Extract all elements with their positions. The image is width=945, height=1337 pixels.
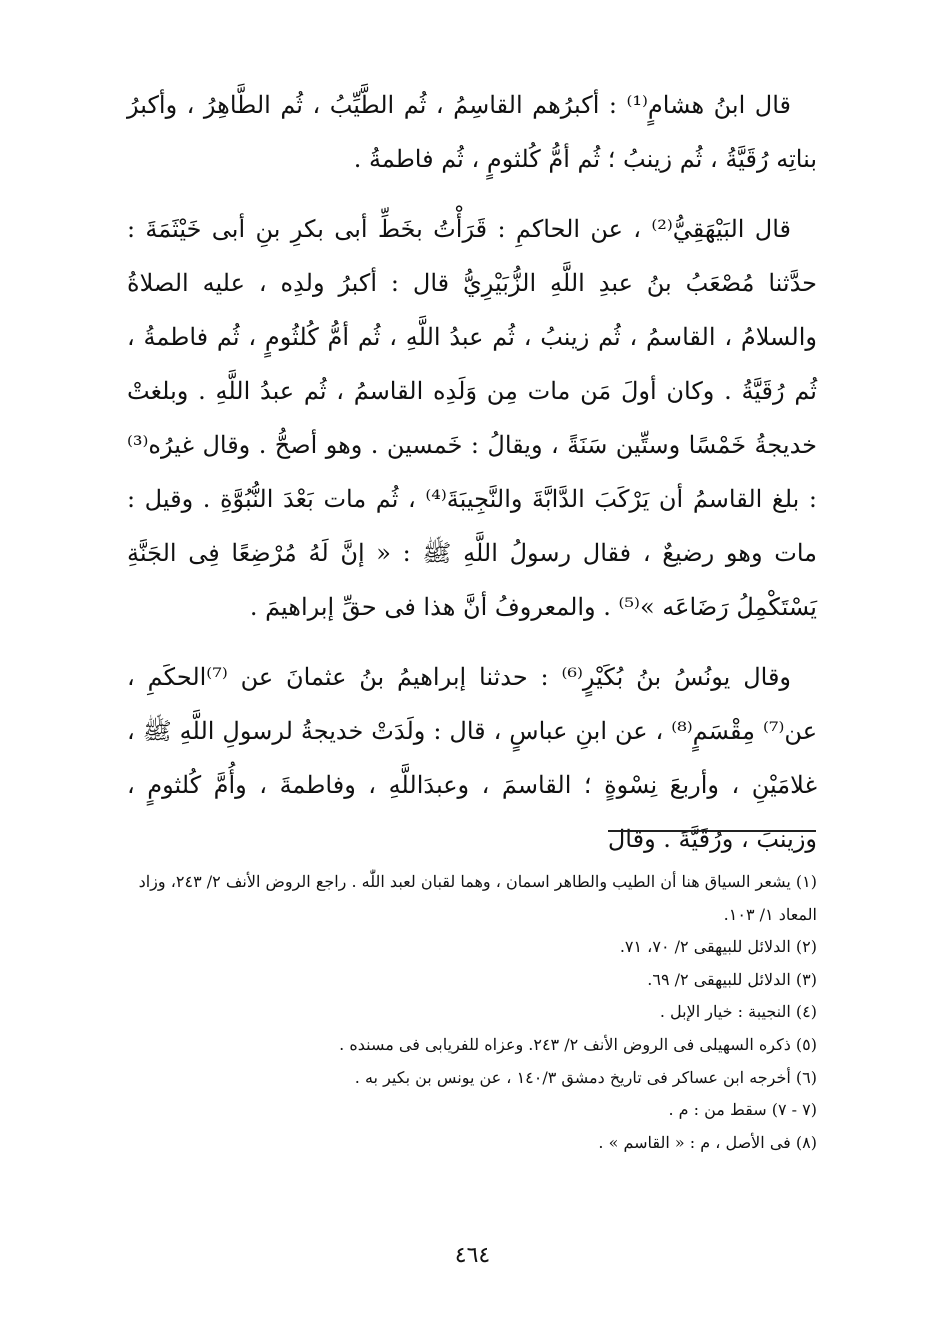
footnotes — [117, 866, 817, 1159]
footnote-separator — [608, 830, 816, 832]
footnote-7: (٧ - ٧) سقط من : م . — [668, 1100, 817, 1120]
footnote-5: (٥) ذكره السهيلى فى الروض الأنف ٢/ ٢٤٣. وعزاه للفريابى فى مسنده . — [339, 1034, 817, 1054]
footnote-1: (١) يشعر السياق هنا أن الطيب والطاهر اسمان ، وهما لقبان لعبد اللّٰه . راجع الروض الأنف ٢/ ٢٤٣، وزاد المعاد ١/ ١٠٣. — [138, 872, 817, 924]
footnote-6: (٦) أخرجه ابن عساكر فى تاريخ دمشق ١٤٠/٣ ، عن يونس بن بكير به . — [354, 1067, 817, 1087]
paragraph-3: وقال يونُسُ بنُ بُكَيْرٍ⁽⁶⁾ : حدثنا إبراهيمُ بنُ عثمانَ عن ⁽⁷⁾الحكَمِ ، عن⁽⁷⁾ مِقْسَمٍ⁽⁸⁾ ، عن ابنِ عباسٍ ، قال : ولَدَتْ خديجةُ لرسولِ اللَّهِ ﷺ ، غلامَيْنِ ، وأربعَ نِسْوةٍ ؛ القاسمَ ، وعبدَاللَّهِ ، وفاطمةَ ، وأُمَّ كُلثومٍ ، وزينبَ ، ورُقَيَّةَ . وقال — [127, 663, 818, 853]
paragraph-1: قال ابنُ هشامٍ⁽¹⁾ : أكبرُهم القاسِمُ ، ثُم الطَّيِّبُ ، ثُم الطَّاهِرُ ، وأكبرُ بناتِه رُقَيَّةُ ، ثُم زينبُ ؛ ثُم أمُّ كُلثومٍ ، ثُم فاطمةُ . — [127, 91, 817, 173]
footnote-8: (٨) فى الأصل ، م : « القاسم » . — [598, 1132, 817, 1152]
page-number: ٤٦٤ — [454, 1243, 491, 1268]
main-text — [127, 78, 817, 882]
footnote-2: (٢) الدلائل للبيهقى ٢/ ٧٠، ٧١. — [619, 937, 817, 957]
footnote-4: (٤) النجيبة : خيار الإبل . — [659, 1002, 817, 1022]
paragraph-2: قال البَيْهَقِيُّ⁽²⁾ ، عن الحاكمِ : قَرَأْتُ بخَطِّ أبى بكرِ بنِ أبى خَيْثَمَةَ : حدَّثنا مُصْعَبُ بنُ عبدِ اللَّهِ الزُّبَيْرِيُّ قال : أكبرُ ولدِه ، عليه الصلاةُ والسلامُ ، القاسمُ ، ثُم زينبُ ، ثُم عبدُ اللَّهِ ، ثُم أمُّ كُلثُومٍ ، ثُم فاطمةُ ، ثُم رُقَيَّةُ . وكان أولَ مَن مات مِن وَلَدِه القاسمُ ، ثُم عبدُ اللَّهِ . وبلغتْ خديجةُ خَمْسًا وستِّين سَنَةً ، ويقالُ : خَمسين . وهو أصحُّ . وقال غيرُه⁽³⁾ : بلغ القاسمُ أن يَرْكَبَ الدَّابَّةَ والنَّجِيبَةَ⁽⁴⁾ ، ثُم مات بَعْدَ النُّبُوَّةِ . وقيل : مات وهو رضيعٌ ، فقال رسولُ اللَّهِ ﷺ : « إنَّ لَهُ مُرْضِعًا فِى الجَنَّةِ يَسْتَكْمِلُ رَضَاعَه »⁽⁵⁾ . والمعروفُ أنَّ هذا فى حقِّ إبراهيمَ . — [127, 215, 818, 621]
footnote-3: (٣) الدلائل للبيهقى ٢/ ٦٩. — [647, 969, 817, 989]
